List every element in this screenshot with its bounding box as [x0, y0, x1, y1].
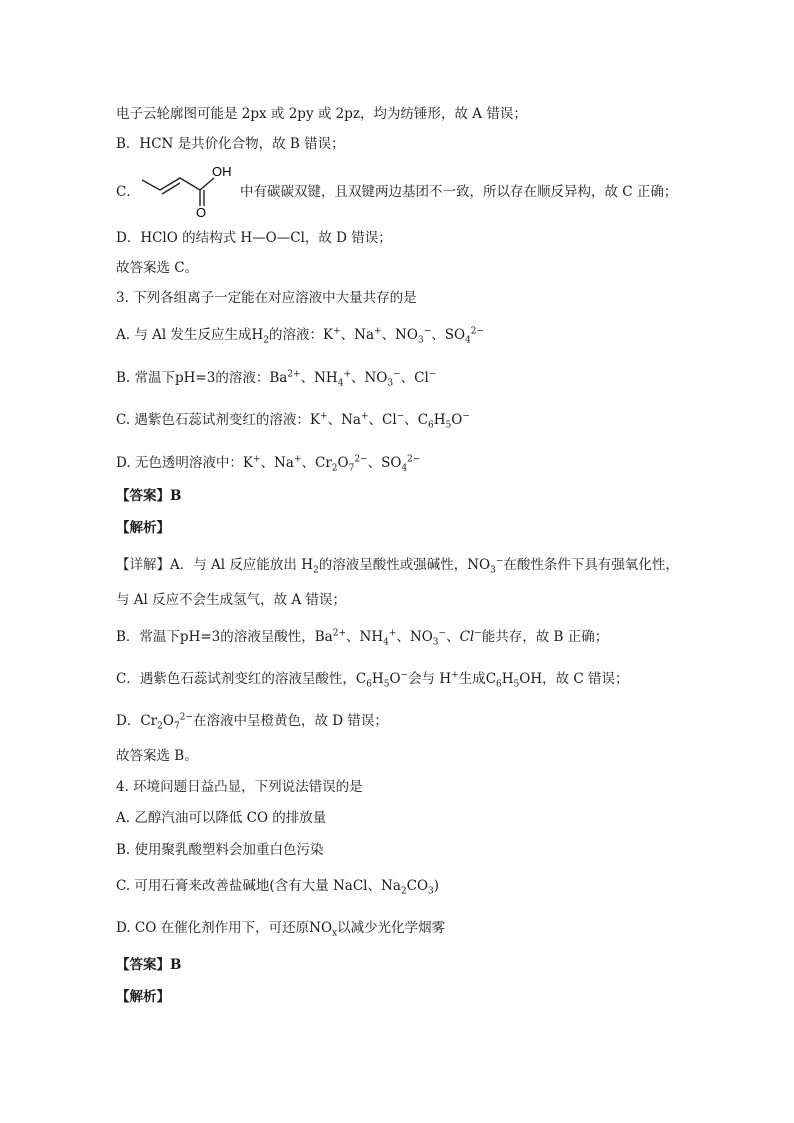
- text-line: 电子云轮廓图可能是 2px 或 2py 或 2pz，均为纺锤形，故 A 错误；: [116, 106, 527, 122]
- answer-3: 【答案】B: [116, 488, 182, 504]
- question-3: 3. 下列各组离子一定能在对应溶液中大量共存的是: [116, 290, 417, 306]
- option-3c: C. 遇紫色石蕊试剂变红的溶液：K+、Na+、Cl−、$C_6H_5O^-$: [116, 411, 470, 431]
- o-label: O: [196, 205, 207, 218]
- oh-label: OH: [212, 164, 232, 179]
- detail-line: C．遇紫色石蕊试剂变红的溶液呈酸性，$C_6H_5O^-$会与 H+生成$C_6H_5OH$，故 C 错误；: [116, 670, 629, 690]
- option-4a: A. 乙醇汽油可以降低 CO 的排放量: [116, 810, 327, 826]
- option-4c: C. 可用石膏来改善盐碱地(含有大量 NaCl、$Na_2CO_3$): [116, 878, 440, 897]
- detail-line: D．$Cr_2O_7^{2-}$在溶液中呈橙黄色，故 D 错误；: [116, 712, 388, 732]
- detail-line: B．常温下pH=3的溶液呈酸性，$Ba^{2+}$、$NH_4^+$、$NO_3^-$、Cl−能共存，故 B 正确；: [116, 628, 609, 648]
- option-3b: B. 常温下pH=3的溶液：$Ba^{2+}$、$NH_4^+$、$NO_3^-$、Cl−: [116, 369, 437, 389]
- analysis-3: 【解析】: [116, 520, 170, 536]
- text-line: D．HClO 的结构式 H—O—Cl，故 D 错误；: [116, 230, 392, 246]
- option-4d: D. CO 在催化剂作用下，可还原$NO_x$以减少光化学烟雾: [116, 920, 446, 939]
- option-3d: D. 无色透明溶液中：K+、Na+、$Cr_2O_7^{2-}$、$SO_4^{2-}$: [116, 454, 421, 474]
- option-4b: B. 使用聚乳酸塑料会加重白色污染: [116, 842, 324, 858]
- crotonic-acid-structure: [138, 160, 234, 218]
- option-3a: A. 与 Al 发生反应生成$H_2$的溶液：K+、Na+、$NO_3^-$、$SO_4^{2-}$: [116, 326, 485, 346]
- text-line: 中有碳碳双键，且双键两边基团不一致，所以存在顺反异构，故 C 正确；: [240, 184, 678, 200]
- detail-line: 与 Al 反应不会生成氢气，故 A 错误；: [116, 592, 346, 608]
- text-line: C．: [116, 184, 140, 200]
- question-4: 4. 环境问题日益凸显，下列说法错误的是: [116, 779, 363, 795]
- detail-line: 【详解】A．与 Al 反应能放出 $H_2$的溶液呈酸性或强碱性，$NO_3^-$在酸性条件下具有强氧化性，: [116, 556, 679, 576]
- detail-line: 故答案选 B。: [116, 748, 198, 764]
- analysis-4: 【解析】: [116, 989, 170, 1005]
- answer-4: 【答案】B: [116, 957, 182, 973]
- text-line: B．HCN 是共价化合物，故 B 错误；: [116, 136, 345, 152]
- text-line: 故答案选 C。: [116, 260, 199, 276]
